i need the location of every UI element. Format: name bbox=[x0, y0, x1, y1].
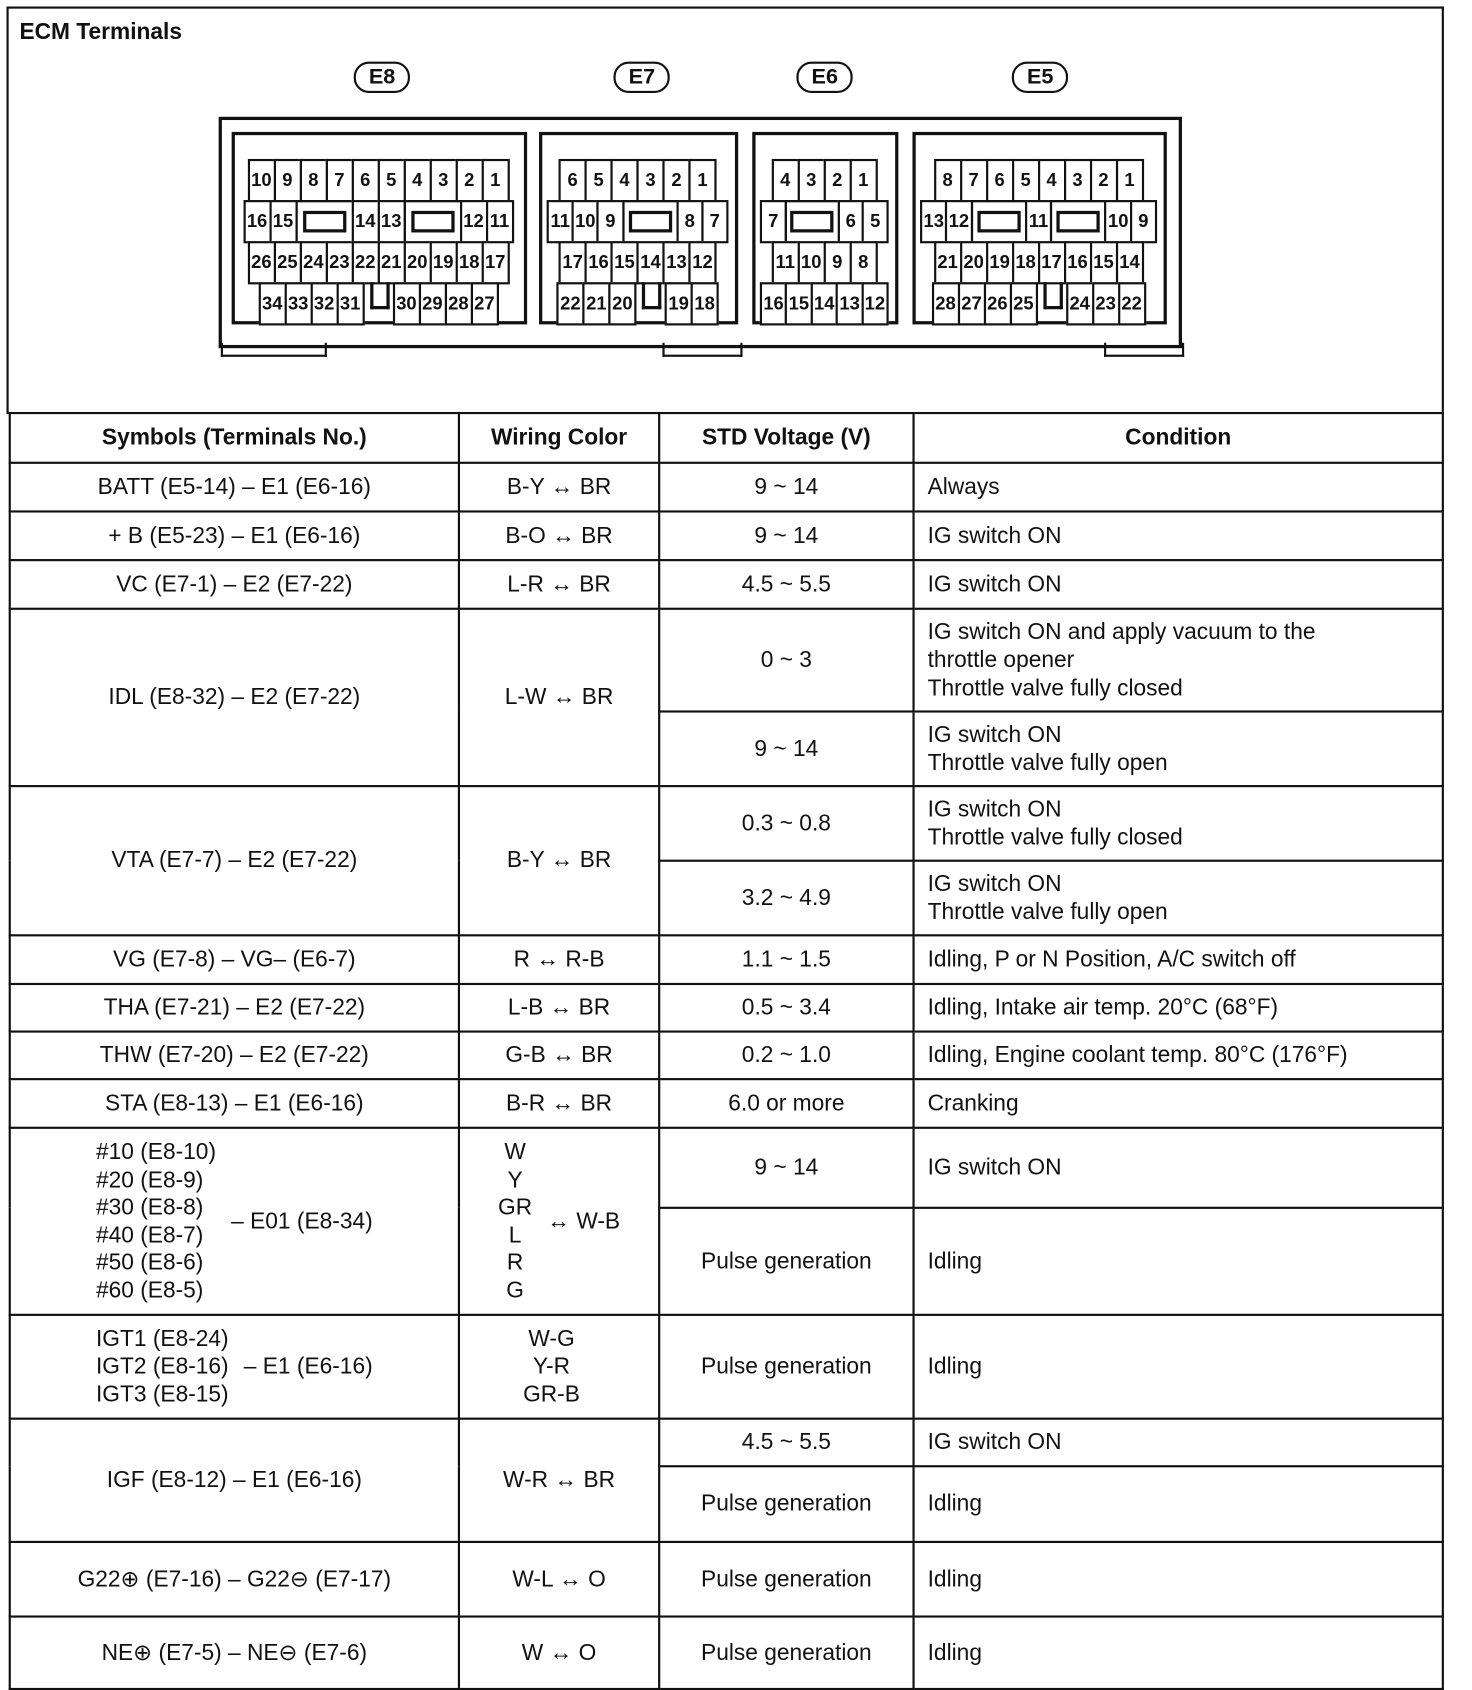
terminal-pin: 14 bbox=[351, 200, 379, 243]
terminal-table bbox=[9, 412, 1444, 1690]
table-row bbox=[10, 463, 1443, 512]
table-row bbox=[10, 1079, 1443, 1128]
connector-e7 bbox=[539, 132, 738, 324]
terminal-pin: 7 bbox=[960, 159, 988, 202]
wiring-color-cell bbox=[459, 1315, 659, 1419]
terminal-pin: 1 bbox=[849, 159, 877, 202]
terminal-pin: 22 bbox=[1118, 282, 1146, 325]
terminal-pin: 23 bbox=[1092, 282, 1120, 325]
voltage-cell: Pulse generation bbox=[659, 1315, 913, 1419]
connector-latch bbox=[364, 282, 394, 321]
connector-label-e8: E8 bbox=[354, 62, 411, 93]
terminal-pin: 31 bbox=[336, 282, 364, 325]
terminal-pin: 9 bbox=[597, 200, 624, 243]
terminal-pin: 18 bbox=[1012, 241, 1040, 284]
terminal-pin: 14 bbox=[810, 282, 837, 325]
voltage-cell: 1.1 ~ 1.5 bbox=[659, 935, 913, 984]
symbol-cell bbox=[10, 1315, 459, 1419]
terminal-pin: 28 bbox=[931, 282, 959, 325]
terminal-pin: 10 bbox=[247, 159, 275, 202]
housing-tab bbox=[1104, 343, 1184, 357]
terminal-pin: 9 bbox=[823, 241, 851, 284]
connector-key bbox=[403, 200, 461, 243]
terminal-pin: 4 bbox=[1037, 159, 1065, 202]
condition-cell: Idling, Intake air temp. 20°C (68°F) bbox=[914, 984, 1443, 1032]
symbol-cell: IDL (E8-32) – E2 (E7-22) bbox=[10, 609, 459, 786]
terminal-pin: 11 bbox=[485, 200, 513, 243]
terminal-pin: 10 bbox=[797, 241, 825, 284]
terminal-pin: 17 bbox=[559, 241, 587, 284]
terminal-pin: 6 bbox=[837, 200, 864, 243]
terminal-pin: 3 bbox=[636, 159, 664, 202]
terminal-pin: 12 bbox=[861, 282, 888, 325]
terminal-pin: 8 bbox=[849, 241, 877, 284]
voltage-cell: 0 ~ 3 bbox=[659, 609, 913, 712]
voltage-cell: 4.5 ~ 5.5 bbox=[659, 1419, 913, 1467]
connector-label-e7: E7 bbox=[613, 62, 670, 93]
terminal-pin: 26 bbox=[983, 282, 1011, 325]
voltage-cell: 9 ~ 14 bbox=[659, 1128, 913, 1208]
terminal-pin: 3 bbox=[429, 159, 457, 202]
connector-latch bbox=[636, 282, 666, 321]
terminal-pin: 16 bbox=[243, 200, 271, 243]
voltage-cell: 0.3 ~ 0.8 bbox=[659, 786, 913, 861]
wiring-color-cell bbox=[459, 1128, 659, 1315]
symbol-cell: G22⊕ (E7-16) – G22⊖ (E7-17) bbox=[10, 1542, 459, 1617]
voltage-cell: 3.2 ~ 4.9 bbox=[659, 861, 913, 936]
terminal-pin: 28 bbox=[444, 282, 472, 325]
table-row bbox=[10, 1315, 1443, 1419]
terminal-pin: 13 bbox=[662, 241, 690, 284]
terminal-pin: 22 bbox=[556, 282, 584, 325]
symbol-cell: + B (E5-23) – E1 (E6-16) bbox=[10, 511, 459, 560]
terminal-pin: 7 bbox=[760, 200, 787, 243]
terminal-pin: 12 bbox=[945, 200, 972, 243]
terminal-pin: 26 bbox=[247, 241, 275, 284]
terminal-pin: 27 bbox=[957, 282, 985, 325]
symbol-cell: STA (E8-13) – E1 (E6-16) bbox=[10, 1079, 459, 1128]
terminal-pin: 15 bbox=[610, 241, 638, 284]
terminal-pin: 18 bbox=[691, 282, 719, 325]
condition-cell: Idling bbox=[914, 1617, 1443, 1689]
terminal-pin: 2 bbox=[455, 159, 483, 202]
terminal-pin: 13 bbox=[377, 200, 405, 243]
terminal-pin: 15 bbox=[1089, 241, 1117, 284]
terminal-pin: 21 bbox=[582, 282, 610, 325]
connector-e8 bbox=[232, 132, 527, 324]
terminal-pin: 19 bbox=[665, 282, 693, 325]
terminal-pin: 8 bbox=[676, 200, 703, 243]
symbol-cell: THA (E7-21) – E2 (E7-22) bbox=[10, 984, 459, 1032]
header-symbols: Symbols (Terminals No.) bbox=[10, 413, 459, 463]
connector-label-e6: E6 bbox=[796, 62, 853, 93]
terminal-pin: 8 bbox=[934, 159, 962, 202]
terminal-pin: 5 bbox=[377, 159, 405, 202]
terminal-pin: 17 bbox=[1037, 241, 1065, 284]
wiring-color-cell: L-R ↔ BR bbox=[459, 560, 659, 609]
terminal-pin: 9 bbox=[273, 159, 301, 202]
terminal-pin: 18 bbox=[455, 241, 483, 284]
terminal-pin: 1 bbox=[688, 159, 716, 202]
terminal-pin: 12 bbox=[459, 200, 487, 243]
voltage-cell: 4.5 ~ 5.5 bbox=[659, 560, 913, 609]
table-row bbox=[10, 1419, 1443, 1467]
wiring-color-cell: B-R ↔ BR bbox=[459, 1079, 659, 1128]
terminal-pin: 2 bbox=[662, 159, 690, 202]
condition-cell: Cranking bbox=[914, 1079, 1443, 1128]
page-title: ECM Terminals bbox=[19, 19, 183, 45]
connector-e6 bbox=[752, 132, 898, 324]
terminal-pin: 17 bbox=[481, 241, 509, 284]
terminal-pin: 20 bbox=[608, 282, 636, 325]
condition-cell: IG switch ON bbox=[914, 511, 1443, 560]
terminal-pin: 6 bbox=[986, 159, 1014, 202]
terminal-pin: 21 bbox=[377, 241, 405, 284]
condition-cell: IG switch ON Throttle valve fully closed bbox=[914, 786, 1443, 861]
condition-cell: Idling bbox=[914, 1315, 1443, 1419]
wiring-color-cell: L-B ↔ BR bbox=[459, 984, 659, 1032]
terminal-pin: 27 bbox=[470, 282, 498, 325]
terminal-pin: 19 bbox=[429, 241, 457, 284]
table-row bbox=[10, 984, 1443, 1032]
condition-cell: Idling, Engine coolant temp. 80°C (176°F) bbox=[914, 1032, 1443, 1080]
wiring-lines: W Y GR L R G bbox=[498, 1139, 533, 1303]
terminal-pin: 22 bbox=[351, 241, 379, 284]
symbol-cell: VC (E7-1) – E2 (E7-22) bbox=[10, 560, 459, 609]
terminal-pin: 16 bbox=[760, 282, 787, 325]
terminal-pin: 1 bbox=[481, 159, 509, 202]
condition-cell: Idling bbox=[914, 1542, 1443, 1617]
voltage-cell: Pulse generation bbox=[659, 1466, 913, 1542]
connector-e5 bbox=[912, 132, 1166, 324]
symbol-cell bbox=[10, 1128, 459, 1315]
terminal-pin: 8 bbox=[299, 159, 327, 202]
terminal-pin: 2 bbox=[823, 159, 851, 202]
condition-cell: Idling bbox=[914, 1208, 1443, 1315]
terminal-pin: 32 bbox=[310, 282, 338, 325]
connector-key bbox=[1050, 200, 1107, 243]
header-std-voltage: STD Voltage (V) bbox=[659, 413, 913, 463]
housing-tab bbox=[662, 343, 742, 357]
terminal-pin: 11 bbox=[771, 241, 799, 284]
wiring-lines: W-G Y-R GR-B bbox=[523, 1326, 580, 1407]
symbol-lines: #10 (E8-10) #20 (E8-9) #30 (E8-8) #40 (E8-7) #50 (E8-6) #60 (E8-5) bbox=[95, 1139, 217, 1303]
terminal-pin: 29 bbox=[418, 282, 446, 325]
terminal-pin: 14 bbox=[636, 241, 664, 284]
table-row bbox=[10, 1542, 1443, 1617]
voltage-cell: Pulse generation bbox=[659, 1208, 913, 1315]
symbol-cell: BATT (E5-14) – E1 (E6-16) bbox=[10, 463, 459, 512]
terminal-pin: 1 bbox=[1115, 159, 1143, 202]
symbol-lines: IGT1 (E8-24) IGT2 (E8-16) IGT3 (E8-15) bbox=[95, 1326, 229, 1407]
table-row bbox=[10, 1128, 1443, 1208]
terminal-pin: 25 bbox=[273, 241, 301, 284]
terminal-pin: 13 bbox=[920, 200, 947, 243]
condition-cell: Idling bbox=[914, 1466, 1443, 1542]
terminal-pin: 6 bbox=[559, 159, 587, 202]
housing-tab bbox=[221, 343, 327, 357]
terminal-pin: 11 bbox=[1025, 200, 1052, 243]
terminal-pin: 15 bbox=[785, 282, 812, 325]
terminal-pin: 16 bbox=[1063, 241, 1091, 284]
terminal-pin: 21 bbox=[934, 241, 962, 284]
condition-cell: IG switch ON Throttle valve fully open bbox=[914, 861, 1443, 936]
terminal-pin: 7 bbox=[701, 200, 728, 243]
wiring-color-cell: W ↔ O bbox=[459, 1617, 659, 1689]
voltage-cell: 6.0 or more bbox=[659, 1079, 913, 1128]
table-row bbox=[10, 609, 1443, 712]
symbol-cell: IGF (E8-12) – E1 (E6-16) bbox=[10, 1419, 459, 1542]
terminal-pin: 9 bbox=[1130, 200, 1157, 243]
terminal-pin: 20 bbox=[403, 241, 431, 284]
terminal-pin: 4 bbox=[610, 159, 638, 202]
terminal-pin: 14 bbox=[1115, 241, 1143, 284]
connector-key bbox=[970, 200, 1027, 243]
condition-cell: Idling, P or N Position, A/C switch off bbox=[914, 935, 1443, 984]
wiring-color-cell: B-Y ↔ BR bbox=[459, 786, 659, 935]
wiring-color-cell: B-O ↔ BR bbox=[459, 511, 659, 560]
voltage-cell: 9 ~ 14 bbox=[659, 711, 913, 786]
terminal-pin: 3 bbox=[1063, 159, 1091, 202]
symbol-cell: THW (E7-20) – E2 (E7-22) bbox=[10, 1032, 459, 1080]
symbol-suffix: – E01 (E8-34) bbox=[231, 1208, 373, 1234]
terminal-pin: 4 bbox=[403, 159, 431, 202]
voltage-cell: 0.5 ~ 3.4 bbox=[659, 984, 913, 1032]
wiring-color-cell: G-B ↔ BR bbox=[459, 1032, 659, 1080]
wiring-color-cell: R ↔ R-B bbox=[459, 935, 659, 984]
voltage-cell: Pulse generation bbox=[659, 1542, 913, 1617]
terminal-pin: 10 bbox=[572, 200, 599, 243]
terminal-pin: 34 bbox=[258, 282, 286, 325]
wiring-color-cell: W-L ↔ O bbox=[459, 1542, 659, 1617]
table-row bbox=[10, 935, 1443, 984]
terminal-pin: 3 bbox=[797, 159, 825, 202]
wiring-color-cell: B-Y ↔ BR bbox=[459, 463, 659, 512]
voltage-cell: 0.2 ~ 1.0 bbox=[659, 1032, 913, 1080]
terminal-pin: 4 bbox=[771, 159, 799, 202]
symbol-cell: VG (E7-8) – VG– (E6-7) bbox=[10, 935, 459, 984]
condition-cell: IG switch ON bbox=[914, 1419, 1443, 1467]
connector-label-e5: E5 bbox=[1012, 62, 1069, 93]
table-row bbox=[10, 511, 1443, 560]
terminal-pin: 13 bbox=[836, 282, 863, 325]
condition-cell: IG switch ON bbox=[914, 1128, 1443, 1208]
table-row bbox=[10, 1032, 1443, 1080]
terminal-pin: 6 bbox=[351, 159, 379, 202]
terminal-pin: 19 bbox=[986, 241, 1014, 284]
connector-latch bbox=[1037, 282, 1067, 321]
connector-key bbox=[295, 200, 353, 243]
terminal-pin: 5 bbox=[1012, 159, 1040, 202]
terminal-pin: 12 bbox=[688, 241, 716, 284]
terminal-pin: 16 bbox=[584, 241, 612, 284]
connector-key bbox=[622, 200, 678, 243]
terminal-pin: 5 bbox=[862, 200, 889, 243]
voltage-cell: 9 ~ 14 bbox=[659, 463, 913, 512]
symbol-suffix: – E1 (E6-16) bbox=[243, 1354, 373, 1379]
header-condition: Condition bbox=[914, 413, 1443, 463]
terminal-pin: 5 bbox=[584, 159, 612, 202]
condition-cell: IG switch ON Throttle valve fully open bbox=[914, 711, 1443, 786]
terminal-pin: 2 bbox=[1089, 159, 1117, 202]
table-row bbox=[10, 786, 1443, 861]
terminal-pin: 33 bbox=[284, 282, 312, 325]
terminal-pin: 25 bbox=[1009, 282, 1037, 325]
voltage-cell: 9 ~ 14 bbox=[659, 511, 913, 560]
symbol-cell: NE⊕ (E7-5) – NE⊖ (E7-6) bbox=[10, 1617, 459, 1689]
voltage-cell: Pulse generation bbox=[659, 1617, 913, 1689]
condition-cell: IG switch ON bbox=[914, 560, 1443, 609]
table-row bbox=[10, 1617, 1443, 1689]
terminal-pin: 20 bbox=[960, 241, 988, 284]
terminal-pin: 24 bbox=[299, 241, 327, 284]
terminal-pin: 7 bbox=[325, 159, 353, 202]
terminal-pin: 23 bbox=[325, 241, 353, 284]
terminal-pin: 30 bbox=[392, 282, 420, 325]
wiring-color-cell: L-W ↔ BR bbox=[459, 609, 659, 786]
condition-cell: Always bbox=[914, 463, 1443, 512]
symbol-cell: VTA (E7-7) – E2 (E7-22) bbox=[10, 786, 459, 935]
wiring-color-cell: W-R ↔ BR bbox=[459, 1419, 659, 1542]
terminal-pin: 10 bbox=[1105, 200, 1132, 243]
terminal-pin: 15 bbox=[269, 200, 297, 243]
terminal-pin: 24 bbox=[1066, 282, 1094, 325]
header-wiring-color: Wiring Color bbox=[459, 413, 659, 463]
wiring-suffix: ↔ W-B bbox=[547, 1208, 621, 1234]
table-row bbox=[10, 560, 1443, 609]
connector-key bbox=[784, 200, 839, 243]
terminal-pin: 11 bbox=[547, 200, 574, 243]
condition-cell: IG switch ON and apply vacuum to the throttle opener Throttle valve fully closed bbox=[914, 609, 1443, 712]
